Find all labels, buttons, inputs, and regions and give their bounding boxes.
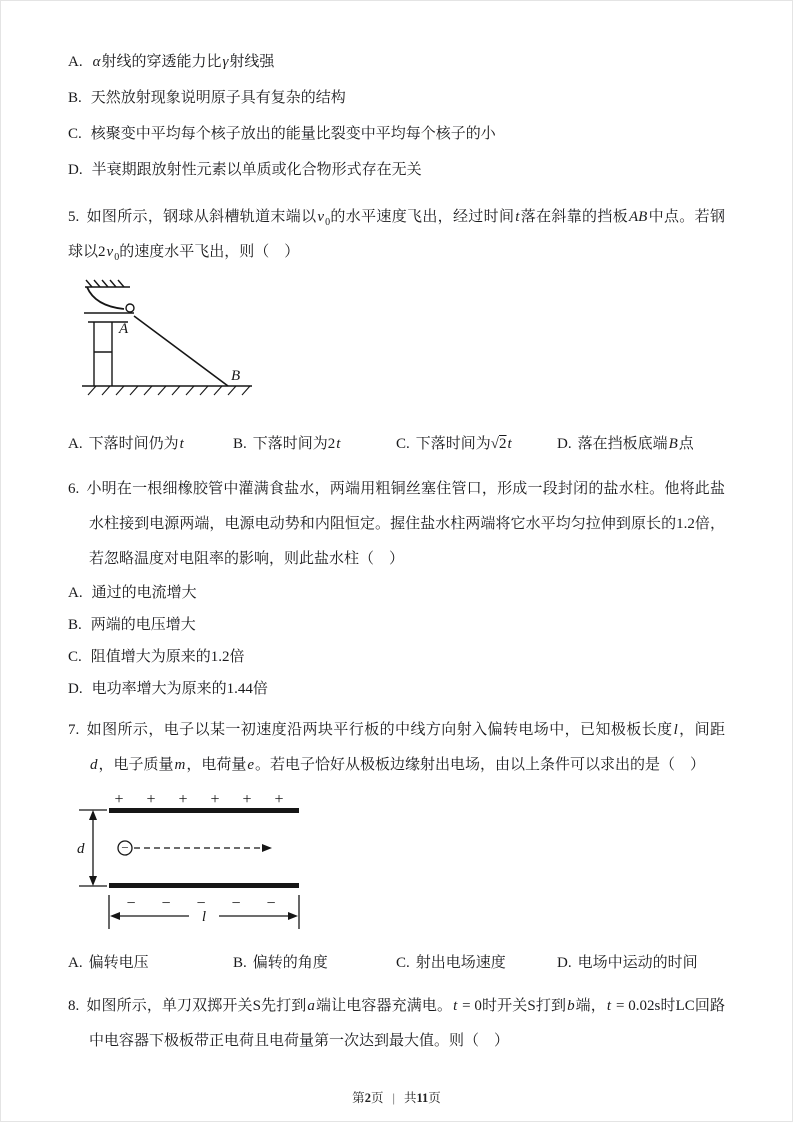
v0-subscript-2: 0 <box>114 252 120 263</box>
q8-text-5: = 0.02s时LC回路中电容器下极板带正电荷且电荷量第一次达到最大值。则（ ） <box>89 998 725 1049</box>
electron-minus-sign: − <box>121 840 129 855</box>
q4-option-a-text-1: 射线的穿透能力比 <box>101 54 222 70</box>
page-footer <box>0 1088 793 1106</box>
plus-charges-row <box>114 791 283 808</box>
question-8-block <box>68 989 725 1059</box>
q7-option-a-text: 偏转电压 <box>88 955 149 971</box>
plus-sign: + <box>114 791 124 808</box>
q5-option-c-var: t <box>507 436 512 452</box>
q6-number: 6. <box>68 481 80 497</box>
minus-sign: − <box>231 895 241 912</box>
t-symbol: t <box>515 209 520 225</box>
q5-stem <box>68 200 725 270</box>
q5-text-3: 落在斜靠的挡板 <box>520 209 629 225</box>
footer-page-number: 2 <box>364 1091 371 1105</box>
top-plate <box>109 808 299 813</box>
q5-options-row <box>68 427 725 462</box>
v0-symbol-2: v <box>106 244 114 260</box>
q6-stem <box>68 472 725 577</box>
t-symbol-2: t <box>606 998 612 1014</box>
q5-text-5: 的速度水平飞出，则（ ） <box>119 244 300 260</box>
q6-option-d-label: D. <box>68 681 83 697</box>
footer-separator: | <box>392 1091 395 1105</box>
q5-option-d-var: B <box>668 436 678 452</box>
q5-option-a-var: t <box>179 436 184 452</box>
q5-option-d-label: D. <box>557 436 572 452</box>
q8-text-2: 端让电容器充满电。 <box>315 998 453 1014</box>
m-symbol: m <box>174 757 186 773</box>
q6-option-c <box>68 641 725 673</box>
q5-number: 5. <box>68 209 80 225</box>
d-label: d <box>77 841 85 857</box>
q5-text-4: 中点。若钢球以2 <box>68 209 725 260</box>
bottom-plate <box>109 883 299 888</box>
q5-option-c <box>396 427 557 462</box>
q5-option-d-text-2: 点 <box>678 436 694 452</box>
q7-text-1: 如图所示，电子以某一初速度沿两块平行板的中线方向射入偏转电场中，已知极板长度 <box>86 722 673 738</box>
q6-option-b-label: B. <box>68 617 82 633</box>
q7-option-d-label: D. <box>557 955 572 971</box>
q4-option-d-label: D. <box>68 162 83 178</box>
q4-option-b <box>68 80 725 116</box>
plus-sign: + <box>146 791 156 808</box>
q4-option-d-text: 半衰期跟放射性元素以单质或化合物形式存在无关 <box>91 162 422 178</box>
point-b-label: B <box>231 368 241 384</box>
q4-option-c <box>68 116 725 152</box>
velocity-dashed-arrow <box>134 844 272 852</box>
ab-symbol: AB <box>629 209 648 225</box>
q5-option-a-text: 下落时间仍为 <box>88 436 179 452</box>
q7-option-a <box>68 946 233 981</box>
steel-ball <box>126 304 134 312</box>
q7-text-5: 。若电子恰好从极板边缘射出电场，由以上条件可以求出的是（ ） <box>255 757 706 773</box>
footer-page-prefix: 第 <box>352 1091 365 1105</box>
v0-symbol: v <box>317 209 325 225</box>
q4-option-c-label: C. <box>68 126 82 142</box>
sqrt-radicand: 2 <box>499 436 507 452</box>
minus-sign: − <box>266 895 276 912</box>
question-5-block <box>68 200 725 462</box>
q5-option-d <box>557 427 725 462</box>
q7-option-c-text: 射出电场速度 <box>415 955 506 971</box>
q6-option-b-text: 两端的电压增大 <box>90 617 196 633</box>
q7-figure-wrap <box>73 789 725 942</box>
q5-text-2: 的水平速度飞出，经过时间 <box>330 209 515 225</box>
q7-number: 7. <box>68 722 80 738</box>
q7-stem <box>68 713 725 783</box>
minus-sign: − <box>126 895 136 912</box>
q7-option-a-label: A. <box>68 955 83 971</box>
q8-number: 8. <box>68 998 80 1014</box>
q4-option-c-text: 核聚变中平均每个核子放出的能量比裂变中平均每个核子的小 <box>90 126 496 142</box>
q8-text-3: = 0时开关S打到 <box>458 998 567 1014</box>
q7-option-c <box>396 946 557 981</box>
q4-option-a <box>68 44 725 80</box>
q4-option-d <box>68 152 725 188</box>
q6-option-a-label: A. <box>68 585 83 601</box>
ground-hatching <box>88 386 250 395</box>
q5-option-b <box>233 427 396 462</box>
q6-option-d-text: 电功率增大为原来的1.44倍 <box>91 681 268 697</box>
plus-sign: + <box>274 791 284 808</box>
q6-option-c-text: 阻值增大为原来的1.2倍 <box>90 649 245 665</box>
q6-option-d <box>68 673 725 705</box>
curved-track <box>87 287 124 309</box>
e-symbol: e <box>247 757 255 773</box>
q5-option-b-text: 下落时间为2 <box>252 436 336 452</box>
q7-option-b <box>233 946 396 981</box>
ceiling-support <box>85 280 130 287</box>
d-symbol: d <box>90 757 98 773</box>
q6-options <box>68 577 725 705</box>
q7-text-3: ，电子质量 <box>98 757 174 773</box>
minus-sign: − <box>161 895 171 912</box>
q5-figure <box>82 278 292 410</box>
question4-options-block <box>68 44 725 188</box>
footer-total-suffix: 页 <box>428 1091 441 1105</box>
question-6-block <box>68 472 725 705</box>
q5-option-c-text: 下落时间为 <box>415 436 491 452</box>
footer-page-suffix: 页 <box>370 1091 384 1105</box>
q4-option-b-text: 天然放射现象说明原子具有复杂的结构 <box>90 90 346 106</box>
q6-option-c-label: C. <box>68 649 82 665</box>
q5-text-1: 如图所示，钢球从斜槽轨道末端以 <box>86 209 317 225</box>
plus-sign: + <box>178 791 188 808</box>
q6-option-b <box>68 609 725 641</box>
minus-sign: − <box>196 895 206 912</box>
point-a-label: A <box>119 321 129 337</box>
alpha-symbol: α <box>92 54 101 70</box>
q5-figure-wrap <box>82 278 725 415</box>
q4-option-a-label: A. <box>68 54 83 70</box>
q4-option-a-text-2: 射线强 <box>229 54 275 70</box>
incline-board <box>134 316 228 386</box>
plus-sign: + <box>210 791 220 808</box>
footer-total-number: 11 <box>416 1091 429 1105</box>
sqrt-sign: √ <box>490 436 500 452</box>
q6-text: 小明在一根细橡胶管中灌满食盐水，两端用粗铜丝塞住管口，形成一段封闭的盐水柱。他将此盐水柱接到电源两端，电源电动势和内阻恒定。握住盐水柱两端将它水平均匀拉伸到原长的1.2倍，若忽略温度对电阻率的影响，则此盐水柱（ ） <box>86 481 725 567</box>
q8-text-1: 如图所示，单刀双掷开关S先打到 <box>86 998 307 1014</box>
v0-subscript: 0 <box>325 217 331 228</box>
a-symbol: a <box>307 998 315 1014</box>
q7-figure <box>73 789 335 937</box>
q5-option-a <box>68 427 233 462</box>
q7-text-4: ，电荷量 <box>186 757 247 773</box>
q5-option-b-label: B. <box>233 436 247 452</box>
l-symbol: l <box>673 722 678 738</box>
q6-option-a-text: 通过的电流增大 <box>91 585 197 601</box>
q7-option-d <box>557 946 725 981</box>
q5-option-d-text-1: 落在挡板底端 <box>577 436 668 452</box>
q7-text-2: ，间距 <box>678 722 725 738</box>
q7-option-d-text: 电场中运动的时间 <box>577 955 698 971</box>
q8-text-4: 端， <box>575 998 606 1014</box>
q5-option-a-label: A. <box>68 436 83 452</box>
plus-sign: + <box>242 791 252 808</box>
q5-option-b-var: t <box>336 436 341 452</box>
q8-stem <box>68 989 725 1059</box>
b-symbol: b <box>567 998 575 1014</box>
t-symbol-1: t <box>453 998 458 1014</box>
l-label: l <box>201 909 207 925</box>
q7-option-c-label: C. <box>396 955 410 971</box>
q7-option-b-label: B. <box>233 955 247 971</box>
gamma-symbol: γ <box>222 54 229 70</box>
q4-option-b-label: B. <box>68 90 82 106</box>
question-7-block <box>68 713 725 981</box>
q6-option-a <box>68 577 725 609</box>
footer-total-prefix: 共 <box>403 1091 417 1105</box>
q7-option-b-text: 偏转的角度 <box>252 955 328 971</box>
q5-option-c-label: C. <box>396 436 410 452</box>
q7-options-row <box>68 946 725 981</box>
